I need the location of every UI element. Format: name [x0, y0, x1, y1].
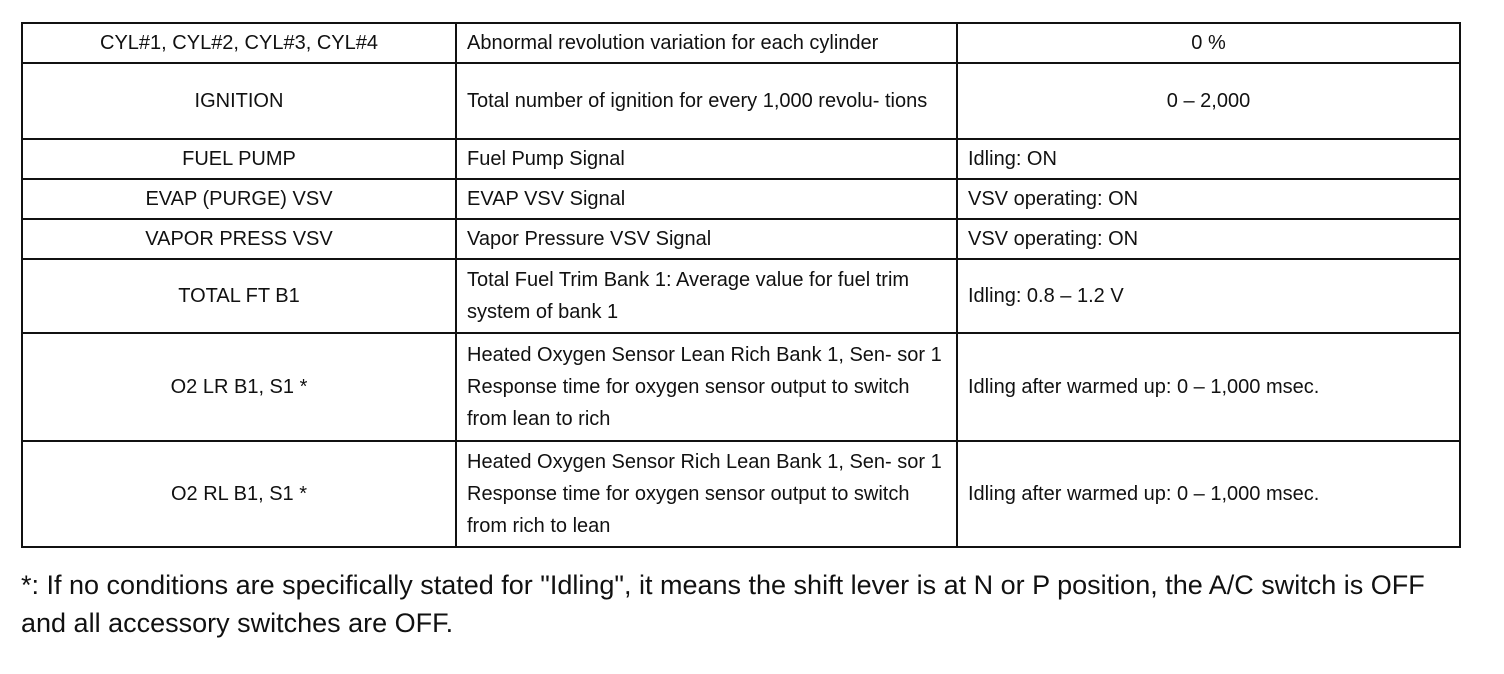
item-cell: O2 LR B1, S1 * [22, 333, 456, 441]
footnote: *: If no conditions are specifically stated for "Idling", it means the shift lever is at N or P position, the A/C switch is OFF and all accessory switches are OFF. [21, 570, 1425, 638]
item-cell: EVAP (PURGE) VSV [22, 179, 456, 219]
description-cell: Heated Oxygen Sensor Lean Rich Bank 1, Sen- sor 1 Response time for oxygen sensor output to switch from lean to rich [456, 333, 957, 441]
description-cell: Heated Oxygen Sensor Rich Lean Bank 1, Sen- sor 1 Response time for oxygen sensor output to switch from rich to lean [456, 441, 957, 547]
description-cell: Vapor Pressure VSV Signal [456, 219, 957, 259]
item-cell: TOTAL FT B1 [22, 259, 456, 333]
value-cell: VSV operating: ON [957, 219, 1460, 259]
item-cell: O2 RL B1, S1 * [22, 441, 456, 547]
table-row [22, 63, 1460, 139]
value-cell: Idling: ON [957, 139, 1460, 179]
item-cell: CYL#1, CYL#2, CYL#3, CYL#4 [22, 23, 456, 63]
description-cell: Total Fuel Trim Bank 1: Average value for fuel trim system of bank 1 [456, 259, 957, 333]
description-cell: Total number of ignition for every 1,000 revolu- tions [456, 63, 957, 139]
table-row [22, 441, 1460, 547]
data-list-table [21, 22, 1461, 548]
table-row [22, 219, 1460, 259]
value-cell: Idling: 0.8 – 1.2 V [957, 259, 1460, 333]
item-cell: VAPOR PRESS VSV [22, 219, 456, 259]
value-cell: 0 % [957, 23, 1460, 63]
value-cell: VSV operating: ON [957, 179, 1460, 219]
table-row [22, 179, 1460, 219]
item-cell: IGNITION [22, 63, 456, 139]
description-cell: Abnormal revolution variation for each cylinder [456, 23, 957, 63]
table-row [22, 333, 1460, 441]
table-row [22, 139, 1460, 179]
value-cell: Idling after warmed up: 0 – 1,000 msec. [957, 333, 1460, 441]
value-cell: Idling after warmed up: 0 – 1,000 msec. [957, 441, 1460, 547]
value-cell: 0 – 2,000 [957, 63, 1460, 139]
description-cell: EVAP VSV Signal [456, 179, 957, 219]
description-cell: Fuel Pump Signal [456, 139, 957, 179]
table-row [22, 259, 1460, 333]
item-cell: FUEL PUMP [22, 139, 456, 179]
table-row [22, 23, 1460, 63]
